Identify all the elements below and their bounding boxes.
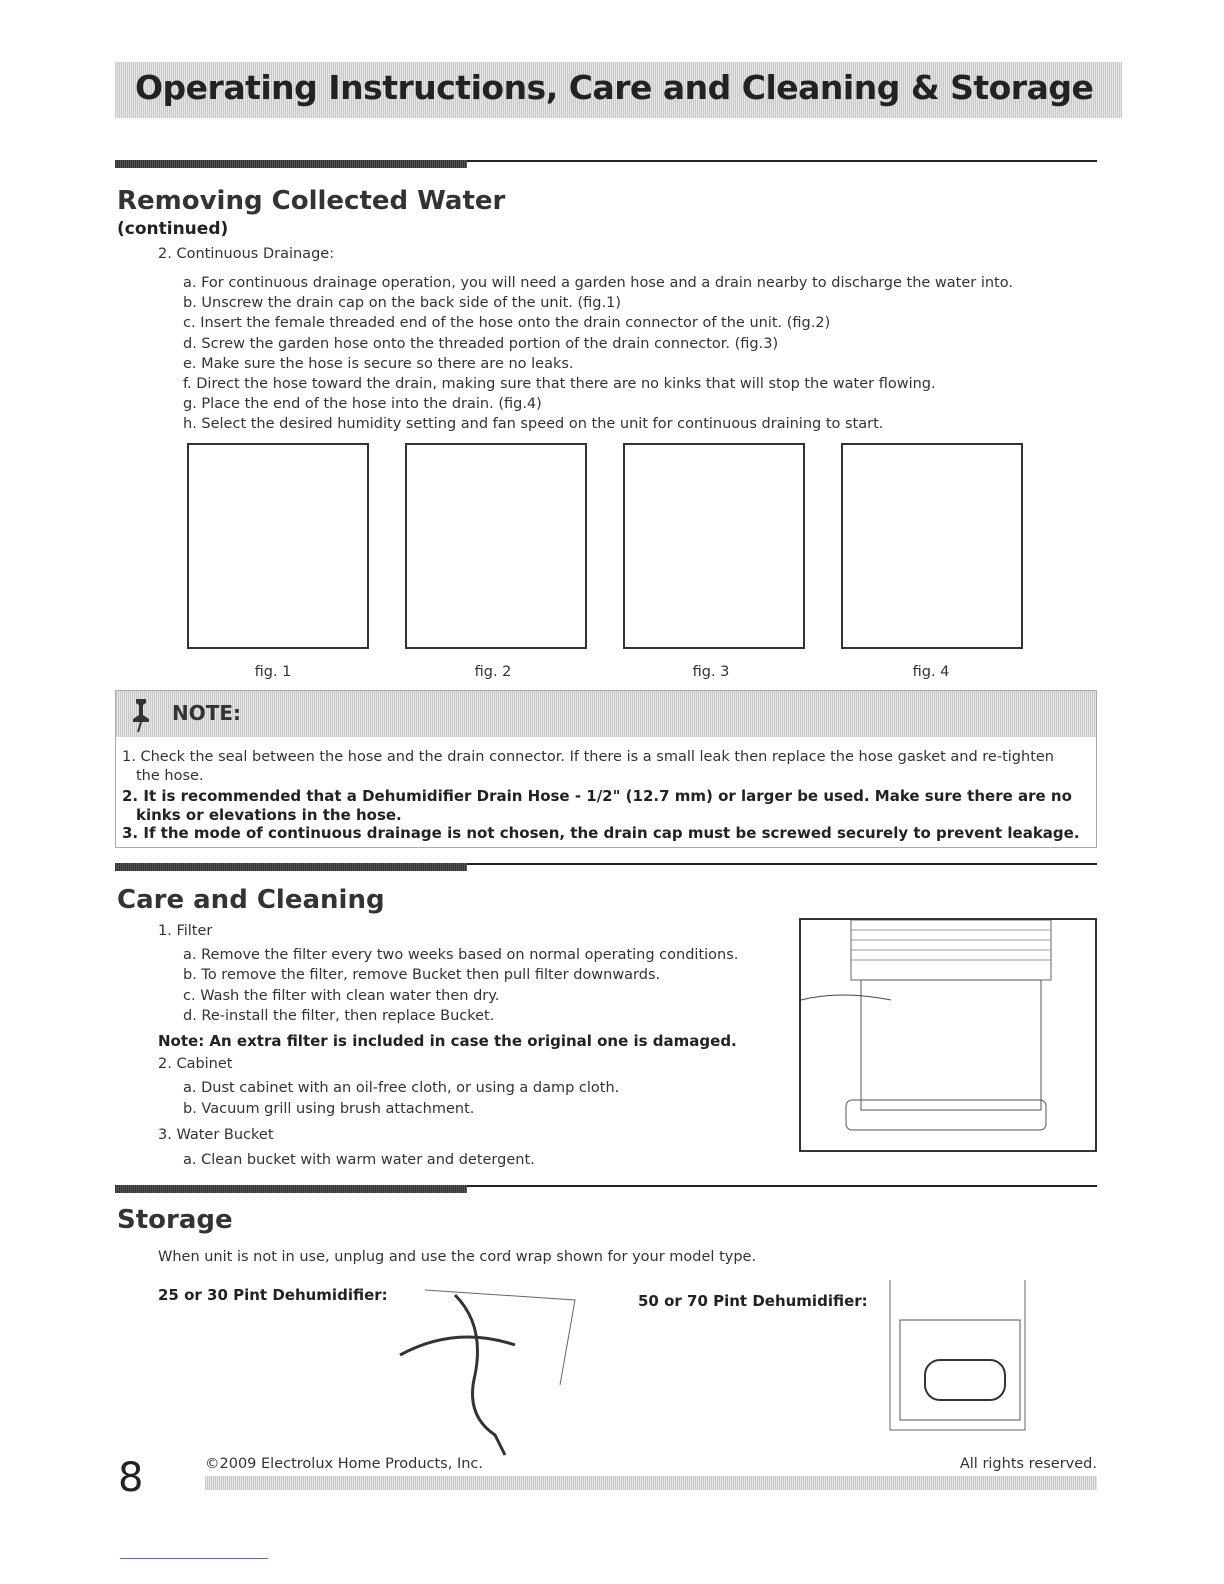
care-step: d. Re-install the filter, then replace Bucket. — [183, 1007, 495, 1024]
care-step: a. Dust cabinet with an oil-free cloth, or using a damp cloth. — [183, 1080, 620, 1096]
figure-2 — [405, 443, 587, 649]
cord-wrap-small-illustration — [395, 1285, 585, 1460]
care-step: a. Clean bucket with warm water and detergent. — [183, 1152, 535, 1168]
section-title-removing: Removing Collected Water — [117, 186, 506, 216]
figure-3 — [623, 443, 805, 649]
care-step: c. Wash the filter with clean water then dry. — [183, 987, 500, 1004]
care-step: b. Vacuum grill using brush attachment. — [183, 1100, 475, 1117]
large-model-label: 50 or 70 Pint Dehumidifier: — [638, 1292, 868, 1310]
figure-1 — [187, 443, 369, 649]
storage-text: When unit is not in use, unplug and use the cord wrap shown for your model type. — [158, 1249, 757, 1265]
step-heading: 1. Filter — [158, 923, 213, 939]
drainage-step: f. Direct the hose toward the drain, making sure that there are no kinks that will stop the water flowing. — [183, 376, 936, 392]
step-heading: 2. Continuous Drainage: — [158, 246, 335, 262]
figure-4 — [841, 443, 1023, 649]
care-note: Note: An extra filter is included in case the original one is damaged. — [158, 1032, 737, 1050]
section-divider — [115, 160, 1097, 168]
filter-illustration — [799, 918, 1097, 1152]
cord-wrap-large-illustration — [885, 1280, 1035, 1440]
section-divider — [115, 863, 1097, 871]
header-band — [115, 62, 1122, 118]
copyright: ©2009 Electrolux Home Products, Inc. — [205, 1456, 484, 1472]
section-title-care: Care and Cleaning — [117, 885, 385, 915]
page-title: Operating Instructions, Care and Cleaning & Storage — [135, 68, 1094, 107]
drainage-step: h. Select the desired humidity setting and fan speed on the unit for continuous draining to start. — [183, 416, 884, 433]
footer-rule — [120, 1558, 268, 1559]
note-box — [115, 690, 1097, 848]
section-subtitle: (continued) — [117, 219, 229, 239]
drainage-step: a. For continuous drainage operation, you will need a garden hose and a drain nearby to discharge the water into. — [183, 275, 1013, 291]
pushpin-icon — [126, 697, 156, 733]
note-label: NOTE: — [172, 701, 242, 725]
note-header — [116, 691, 1096, 737]
drainage-step: d. Screw the garden hose onto the threaded portion of the drain connector. (fig.3) — [183, 335, 779, 352]
drainage-step: e. Make sure the hose is secure so there are no leaks. — [183, 355, 574, 372]
figure-caption: fig. 3 — [692, 664, 730, 680]
note-item: the hose. — [136, 768, 204, 784]
note-item: kinks or elevations in the hose. — [136, 806, 402, 824]
care-step: b. To remove the filter, remove Bucket then pull filter downwards. — [183, 967, 661, 984]
footer-band — [205, 1476, 1097, 1490]
figure-caption: fig. 4 — [912, 664, 950, 680]
drainage-step: c. Insert the female threaded end of the hose onto the drain connector of the unit. (fig.2) — [183, 315, 831, 332]
page-number: 8 — [118, 1455, 144, 1501]
note-item: 2. It is recommended that a Dehumidifier Drain Hose - 1/2" (12.7 mm) or larger be used. Make sure there are no — [122, 787, 1072, 805]
step-heading: 2. Cabinet — [158, 1056, 233, 1072]
rights-text: All rights reserved. — [959, 1456, 1097, 1472]
drainage-step: g. Place the end of the hose into the drain. (fig.4) — [183, 396, 542, 413]
care-step: a. Remove the filter every two weeks based on normal operating conditions. — [183, 947, 739, 963]
step-heading: 3. Water Bucket — [158, 1127, 274, 1143]
drainage-step: b. Unscrew the drain cap on the back side of the unit. (fig.1) — [183, 295, 621, 312]
section-title-storage: Storage — [117, 1205, 233, 1235]
small-model-label: 25 or 30 Pint Dehumidifier: — [158, 1286, 388, 1304]
figure-caption: fig. 2 — [474, 664, 512, 680]
note-item: 3. If the mode of continuous drainage is not chosen, the drain cap must be screwed securely to prevent leakage. — [122, 824, 1080, 842]
figure-caption: fig. 1 — [254, 664, 292, 680]
note-item: 1. Check the seal between the hose and the drain connector. If there is a small leak then replace the hose gasket and re-tighten — [122, 749, 1054, 765]
section-divider — [115, 1185, 1097, 1193]
